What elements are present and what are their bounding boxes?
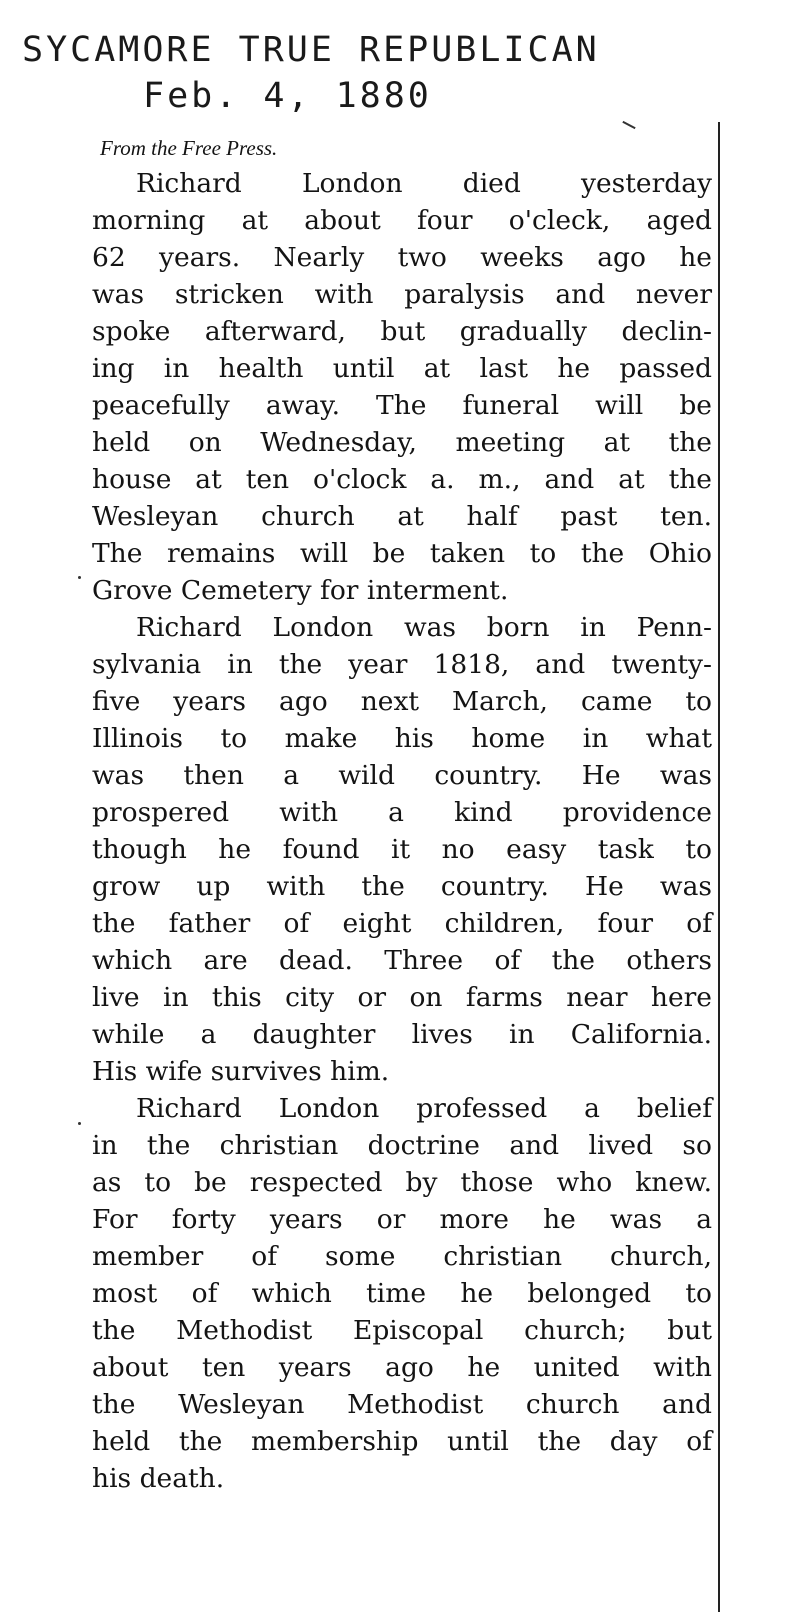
text-line: held the membership until the day of xyxy=(92,1426,712,1457)
article-source: From the Free Press. xyxy=(100,136,278,160)
text-line: though he found it no easy task to xyxy=(92,834,712,865)
text-line: as to be respected by those who knew. xyxy=(92,1167,712,1198)
paragraph-1 xyxy=(92,165,712,609)
text-line: five years ago next March, came to xyxy=(92,686,712,717)
text-line: Richard London professed a belief xyxy=(136,1093,712,1124)
text-line: sylvania in the year 1818, and twenty- xyxy=(92,649,712,680)
print-speck xyxy=(78,1122,81,1125)
text-line: morning at about four o'cleck, aged xyxy=(92,205,712,236)
text-line: Richard London was born in Penn- xyxy=(136,612,712,643)
text-line: Richard London died yesterday xyxy=(136,168,712,199)
text-line: spoke afterward, but gradually declin- xyxy=(92,316,712,347)
paragraph-3 xyxy=(92,1090,712,1497)
text-line: held on Wednesday, meeting at the xyxy=(92,427,712,458)
text-line: his death. xyxy=(92,1463,225,1494)
text-line: live in this city or on farms near here xyxy=(92,982,712,1013)
newspaper-name: SYCAMORE TRUE REPUBLICAN xyxy=(22,30,600,70)
text-line: ing in health until at last he passed xyxy=(92,353,712,384)
text-line: The remains will be taken to the Ohio xyxy=(92,538,712,569)
text-line: the father of eight children, four of xyxy=(92,908,712,939)
text-line: about ten years ago he united with xyxy=(92,1352,712,1383)
text-line: most of which time he belonged to xyxy=(92,1278,712,1309)
text-line: the Methodist Episcopal church; but xyxy=(92,1315,712,1346)
obituary-article xyxy=(92,135,712,1497)
text-line: in the christian doctrine and lived so xyxy=(92,1130,712,1161)
text-line: 62 years. Nearly two weeks ago he xyxy=(92,242,712,273)
text-line: prospered with a kind providence xyxy=(92,797,712,828)
text-line: while a daughter lives in California. xyxy=(92,1019,712,1050)
text-line: house at ten o'clock a. m., and at the xyxy=(92,464,712,495)
text-line: was stricken with paralysis and never xyxy=(92,279,712,310)
text-line: grow up with the country. He was xyxy=(92,871,712,902)
masthead xyxy=(0,0,793,130)
text-line: peacefully away. The funeral will be xyxy=(92,390,712,421)
column-rule xyxy=(718,122,720,1612)
text-line: For forty years or more he was a xyxy=(92,1204,712,1235)
paragraph-2 xyxy=(92,609,712,1090)
text-line: Illinois to make his home in what xyxy=(92,723,712,754)
text-line: was then a wild country. He was xyxy=(92,760,712,791)
print-speck xyxy=(78,576,81,579)
text-line: Grove Cemetery for interment. xyxy=(92,575,509,606)
text-line: which are dead. Three of the others xyxy=(92,945,712,976)
text-line: member of some christian church, xyxy=(92,1241,712,1272)
text-line: His wife survives him. xyxy=(92,1056,390,1087)
publication-date: Feb. 4, 1880 xyxy=(143,76,432,116)
text-line: Wesleyan church at half past ten. xyxy=(92,501,712,532)
text-line: the Wesleyan Methodist church and xyxy=(92,1389,712,1420)
